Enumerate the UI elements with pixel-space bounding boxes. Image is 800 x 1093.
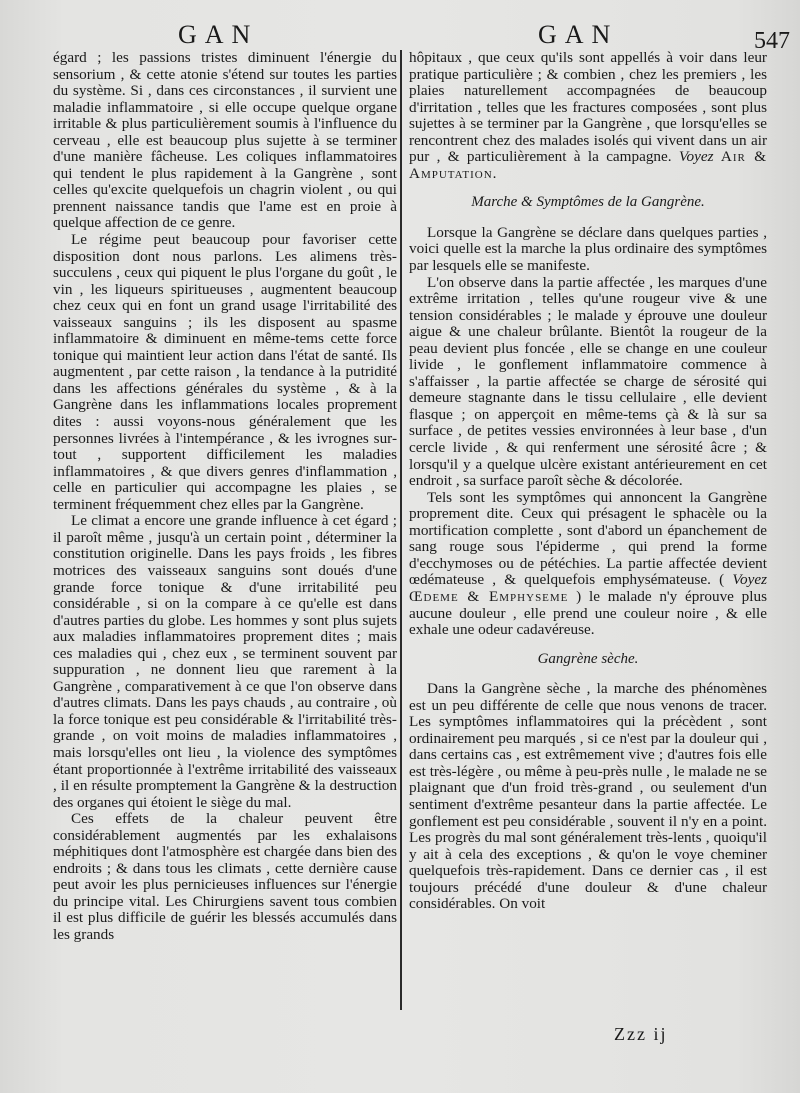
right-intro-paragraph bbox=[409, 50, 767, 182]
section1-paragraph: Lorsque la Gangrène se déclare dans quelques parties , voici quelle est la marche la plus ordinaire des symptômes par lesquels elle se manifeste. bbox=[409, 223, 767, 275]
running-head-left: GAN bbox=[178, 20, 259, 49]
right-column bbox=[409, 50, 767, 913]
page-number: 547 bbox=[754, 28, 790, 54]
see-close-paren: ) bbox=[576, 587, 582, 605]
see-open-paren: ( bbox=[719, 571, 725, 589]
see-reference: Œdeme & Emphyseme bbox=[409, 587, 569, 605]
left-paragraph: Le régime peut beaucoup pour favoriser cette disposition dont nous parlons. Les alimens très-succulens , ceux qui piquent le plus l'organe du goût , le vin , les liqueurs spiritueuses , augmentent beaucoup chez ceux qui en font un grand usage l'irritabilité des vaisseaux sanguins ; ils les disposent au spasme inflammatoire & diminuent en même-tems cette force tonique qui maintient leur action dans l'état de santé. Ils augmentent , par cette raison , la tendance à la putridité dans les affections générales du système , & à la Gangrène dans les inflammations locales proprement dites : aussi voyons-nous généralement que les personnes livrées à l'intempérance , & les ivrognes sur-tout , supportent difficilement les maladies inflammatoires , & que divers genres d'inflammation , celle en particulier qui accompagne les plaies , se terminent fréquemment chez elles par la Gangrène. bbox=[53, 231, 397, 513]
right-intro-text: hôpitaux , que ceux qu'ils sont appellés à voir dans leur pratique particulière ; & combien , chez les premiers , les plaies naturellement accompagnées de beaucoup d'irritation , telles que les fractures composées , sont plus sujettes à se terminer par la Gangrène , que lorsqu'elles se rencontrent chez des malades isolés qui vivent dans un air pur , & particulièrement à la campagne. bbox=[409, 49, 767, 166]
see-label: Voyez bbox=[678, 148, 714, 166]
left-column bbox=[53, 50, 397, 944]
section1-last-text: Tels sont les symptômes qui annoncent la Gangrène proprement dite. Ceux qui présagent le sphacèle ou la mortification complette , sont d'abord un épanchement de sang rouge sous l'épiderme , qui prend la forme d'ecchymoses ou de pétéchies. La partie affectée devient œdémateuse , & quelquefois emphysémateuse. bbox=[409, 488, 767, 589]
left-paragraph: Ces effets de la chaleur peuvent être considérablement augmentés par les exhalaisons méphitiques dont l'atmosphère est chargée dans bien des endroits ; & dans tous les climats , cette dernière cause peut avoir les plus pernicieuses influences sur l'énergie du principe vital. Les Chirurgiens savent tous combien il est plus difficile de guérir les blessés accumulés dans les grands bbox=[53, 810, 397, 943]
see-label: Voyez bbox=[732, 571, 768, 589]
see-reference: Air & Amputation. bbox=[409, 148, 768, 182]
running-head-right: GAN bbox=[538, 20, 619, 49]
section2-paragraph: Dans la Gangrène sèche , la marche des phénomènes est un peu différente de celle que nous venons de tracer. Les symptômes inflammatoires qui la précèdent , sont ordinairement peu marqués , si ce n'est par la douleur qui , dans certains cas , est extrêmement vive ; d'autres fois elle est très-légère , ou même à peu-près nulle , le malade ne se plaignant que d'un froid très-grand , ou seulement d'un sentiment d'extrême pesanteur dans la partie affectée. Le gonflement est peu considérable , souvent il n'y en a point. Les progrès du mal sont généralement très-lents , quoiqu'il y ait à cela des exceptions , & qu'on le voye cheminer quelquefois très-rapidement. Dans ce dernier cas , il est toujours précédé d'une douleur & d'une chaleur considérables. On voit bbox=[409, 680, 767, 913]
section1-last-tail: le malade n'y éprouve plus aucune douleur , elle prend une couleur noire , & elle exhale une odeur cadavéreuse. bbox=[409, 587, 768, 639]
left-paragraph: égard ; les passions tristes diminuent l'énergie du sensorium , & cette atonie s'étend sur toutes les parties du système. Si , dans ces circonstances , il survient une maladie inflammatoire , si elle occupe quelque organe irritable & plus particulièrement soumis à l'influence du cerveau , elle est beaucoup plus sujette à se terminer d'une manière fâcheuse. Les coliques inflammatoires qui tendent le plus rapidement à la Gangrène , sont celles qu'excite quelquefois un chagrin violent , ou qui prennent naissance tandis que l'ame est en proie à quelque affection de ce genre. bbox=[53, 49, 397, 232]
section-heading-gangrene-seche: Gangrène sèche. bbox=[537, 650, 639, 667]
section-heading-marche: Marche & Symptômes de la Gangrène. bbox=[471, 194, 705, 211]
section1-paragraph: L'on observe dans la partie affectée , les marques d'une extrême irritation , telles qu'une rougeur vive & une tension considérables ; le malade y éprouve une douleur aigue & une chaleur brûlante. Bientôt la rougeur de la peau devient plus foncée , elle se change en une couleur livide , le gonflement inflammatoire commence à s'affaisser , la partie affectée se charge de sérosité qui demeure stagnante dans le tissu cellulaire , elle devient flasque ; on apperçoit en même-tems çà & là sur sa surface , de petites vessies environnées à leur base , d'un cercle livide , & qui renferment une sérosité âcre ; & lorsqu'il y a quelque ulcère existant antérieurement en cet endroit , sa surface paroît sèche & décolorée. bbox=[409, 273, 767, 490]
column-divider bbox=[400, 50, 402, 1010]
printer-signature: Zzz ij bbox=[614, 1024, 668, 1044]
left-paragraph: Le climat a encore une grande influence à cet égard ; il paroît même , jusqu'à un certain point , déterminer la constitution originelle. Dans les pays froids , les fibres motrices des vaisseaux sanguins sont doués d'une grande force tonique & d'une irritabilité peu considérable , si on la compare à ce qu'elle est dans d'autres parties du globe. Les hommes y sont plus sujets aux maladies inflammatoires proprement dites ; mais ces maladies qui , chez eux , se terminent souvent par suppuration , ne donnent lieu que rarement à la Gangrène , comparativement à ce que l'on observe dans d'autres climats. Dans les pays chauds , au contraire , où la force tonique est peu considérable & l'irritabilité très-grande , on voit moins de maladies inflammatoires , mais lorsqu'elles ont lieu , la violence des symptômes étant proportionnée à l'extrême irritabilité des vaisseaux , il en résulte promptement la Gangrène & la destruction des organes qui étoient le siège du mal. bbox=[53, 512, 397, 811]
section1-paragraph bbox=[409, 490, 767, 639]
